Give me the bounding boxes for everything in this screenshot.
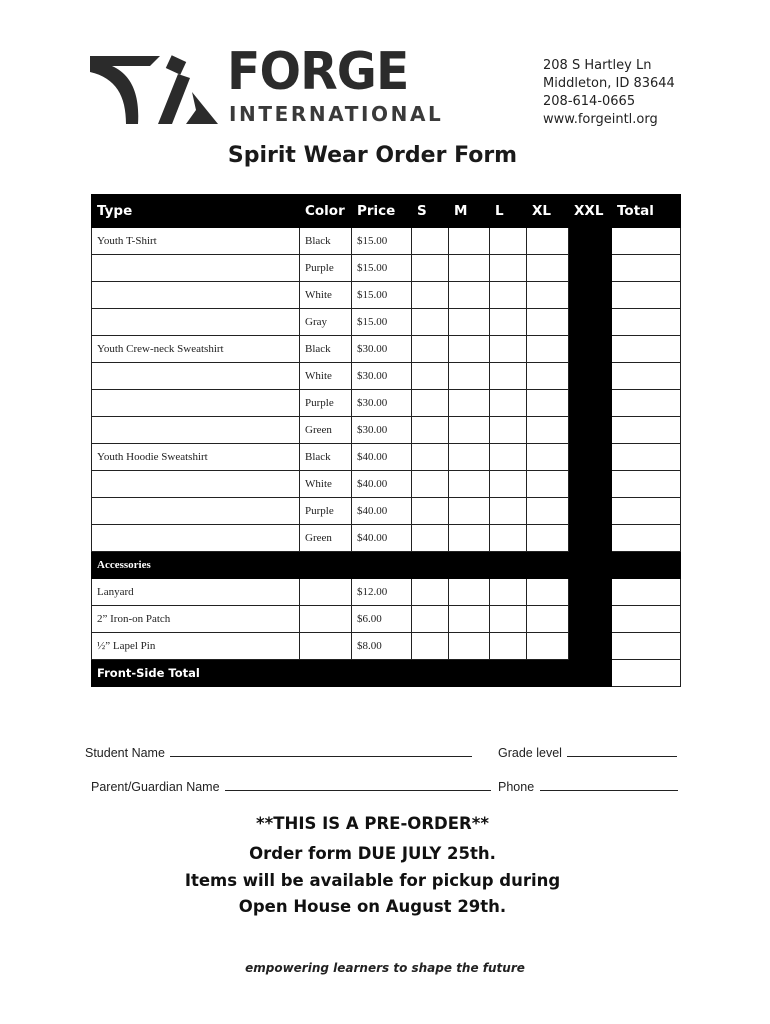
- row-total-cell[interactable]: [612, 336, 681, 363]
- qty-xxl-cell: [569, 282, 612, 309]
- item-color: Purple: [300, 498, 352, 525]
- qty-m-cell[interactable]: [449, 417, 490, 444]
- item-color: Purple: [300, 255, 352, 282]
- qty-s-cell[interactable]: [412, 525, 449, 552]
- grade-level-label: Grade level: [498, 746, 562, 760]
- qty-m-cell[interactable]: [449, 363, 490, 390]
- accessories-label: Accessories: [92, 552, 300, 579]
- forge-hammer-logo-icon: [90, 52, 220, 127]
- table-row: [92, 255, 681, 282]
- qty-s-cell[interactable]: [412, 309, 449, 336]
- qty-xl-cell[interactable]: [527, 471, 569, 498]
- qty-xxl-cell: [569, 336, 612, 363]
- qty-xxl-cell: [569, 417, 612, 444]
- parent-name-label: Parent/Guardian Name: [91, 780, 220, 794]
- item-type: [92, 309, 300, 336]
- table-row: [92, 282, 681, 309]
- qty-s-cell[interactable]: [412, 390, 449, 417]
- column-header-type: Type: [92, 195, 300, 228]
- row-total-cell[interactable]: [612, 282, 681, 309]
- item-color: [300, 606, 352, 633]
- qty-s-cell[interactable]: [412, 363, 449, 390]
- item-color: White: [300, 282, 352, 309]
- qty-m-cell[interactable]: [449, 633, 490, 660]
- section-filler: [527, 552, 569, 579]
- qty-xxl-cell: [569, 633, 612, 660]
- qty-s-cell[interactable]: [412, 606, 449, 633]
- item-type: Youth Crew-neck Sweatshirt: [92, 336, 300, 363]
- qty-m-cell[interactable]: [449, 498, 490, 525]
- item-price: $40.00: [352, 525, 412, 552]
- qty-xxl-cell: [569, 606, 612, 633]
- section-filler: [412, 552, 449, 579]
- item-type: Lanyard: [92, 579, 300, 606]
- section-filler: [352, 552, 412, 579]
- item-price: $30.00: [352, 363, 412, 390]
- item-type: [92, 390, 300, 417]
- item-type: [92, 525, 300, 552]
- item-color: [300, 633, 352, 660]
- qty-l-cell[interactable]: [490, 309, 527, 336]
- parent-name-field[interactable]: [91, 778, 491, 794]
- order-table: [91, 194, 681, 687]
- column-header-color: Color: [300, 195, 352, 228]
- row-total-cell[interactable]: [612, 390, 681, 417]
- item-type: [92, 363, 300, 390]
- qty-s-cell[interactable]: [412, 255, 449, 282]
- item-price: $6.00: [352, 606, 412, 633]
- qty-l-cell[interactable]: [490, 471, 527, 498]
- qty-l-cell[interactable]: [490, 579, 527, 606]
- qty-xl-cell[interactable]: [527, 444, 569, 471]
- total-filler: [300, 660, 352, 687]
- qty-xl-cell[interactable]: [527, 363, 569, 390]
- item-type: ½” Lapel Pin: [92, 633, 300, 660]
- table-row: [92, 579, 681, 606]
- qty-xxl-cell: [569, 309, 612, 336]
- qty-l-cell[interactable]: [490, 282, 527, 309]
- item-price: $40.00: [352, 444, 412, 471]
- form-title: Spirit Wear Order Form: [227, 143, 518, 168]
- qty-s-cell[interactable]: [412, 228, 449, 255]
- item-type: [92, 282, 300, 309]
- qty-l-cell[interactable]: [490, 633, 527, 660]
- qty-xl-cell[interactable]: [527, 309, 569, 336]
- item-color: Green: [300, 525, 352, 552]
- table-row: [92, 525, 681, 552]
- open-house-notice: Open House on August 29th.: [238, 897, 507, 916]
- qty-s-cell[interactable]: [412, 471, 449, 498]
- address-street: 208 S Hartley Ln: [543, 58, 652, 73]
- item-type: 2” Iron-on Patch: [92, 606, 300, 633]
- item-type: [92, 498, 300, 525]
- row-total-cell[interactable]: [612, 255, 681, 282]
- qty-s-cell[interactable]: [412, 498, 449, 525]
- qty-m-cell[interactable]: [449, 336, 490, 363]
- accessories-section-row: [92, 552, 681, 579]
- qty-xxl-cell: [569, 444, 612, 471]
- row-total-cell[interactable]: [612, 417, 681, 444]
- column-header-total: Total: [612, 195, 681, 228]
- table-row: [92, 390, 681, 417]
- item-price: $15.00: [352, 282, 412, 309]
- total-filler: [449, 660, 490, 687]
- row-total-cell[interactable]: [612, 363, 681, 390]
- column-header-s: S: [412, 195, 449, 228]
- item-price: $15.00: [352, 255, 412, 282]
- table-row: [92, 471, 681, 498]
- item-color: Black: [300, 228, 352, 255]
- front-side-total-cell[interactable]: [612, 660, 681, 687]
- tagline: empowering learners to shape the future: [245, 961, 525, 975]
- grade-level-line[interactable]: [567, 744, 677, 757]
- qty-xl-cell[interactable]: [527, 525, 569, 552]
- student-name-line[interactable]: [170, 744, 472, 757]
- item-price: $30.00: [352, 417, 412, 444]
- qty-xxl-cell: [569, 498, 612, 525]
- qty-l-cell[interactable]: [490, 228, 527, 255]
- table-row: [92, 417, 681, 444]
- row-total-cell[interactable]: [612, 228, 681, 255]
- column-header-l: L: [490, 195, 527, 228]
- qty-xxl-cell: [569, 579, 612, 606]
- qty-m-cell[interactable]: [449, 579, 490, 606]
- total-filler: [412, 660, 449, 687]
- item-price: $30.00: [352, 336, 412, 363]
- item-type: [92, 255, 300, 282]
- table-row: [92, 606, 681, 633]
- total-filler: [352, 660, 412, 687]
- qty-m-cell[interactable]: [449, 390, 490, 417]
- item-price: $40.00: [352, 471, 412, 498]
- qty-xl-cell[interactable]: [527, 390, 569, 417]
- item-color: [300, 579, 352, 606]
- pickup-notice: Items will be available for pickup during: [184, 871, 561, 890]
- due-date-notice: Order form DUE JULY 25th.: [249, 844, 496, 863]
- item-color: White: [300, 363, 352, 390]
- item-price: $40.00: [352, 498, 412, 525]
- qty-xl-cell[interactable]: [527, 417, 569, 444]
- qty-xl-cell[interactable]: [527, 336, 569, 363]
- section-filler: [300, 552, 352, 579]
- row-total-cell[interactable]: [612, 498, 681, 525]
- total-filler: [490, 660, 527, 687]
- qty-l-cell[interactable]: [490, 444, 527, 471]
- table-row: [92, 309, 681, 336]
- qty-l-cell[interactable]: [490, 525, 527, 552]
- address-block: [543, 57, 675, 129]
- qty-xxl-cell: [569, 228, 612, 255]
- phone-line[interactable]: [540, 778, 678, 791]
- address-phone: 208-614-0665: [543, 94, 636, 109]
- qty-xl-cell[interactable]: [527, 282, 569, 309]
- section-filler: [612, 552, 681, 579]
- column-header-price: Price: [352, 195, 412, 228]
- item-color: Gray: [300, 309, 352, 336]
- qty-l-cell[interactable]: [490, 498, 527, 525]
- forge-logo: [90, 42, 444, 127]
- qty-m-cell[interactable]: [449, 471, 490, 498]
- logo-wordmark: FORGE: [227, 42, 409, 102]
- qty-xl-cell[interactable]: [527, 606, 569, 633]
- qty-m-cell[interactable]: [449, 525, 490, 552]
- qty-xxl-cell: [569, 471, 612, 498]
- row-total-cell[interactable]: [612, 309, 681, 336]
- item-price: $15.00: [352, 228, 412, 255]
- qty-s-cell[interactable]: [412, 282, 449, 309]
- front-side-total-label: Front-Side Total: [92, 660, 300, 687]
- qty-m-cell[interactable]: [449, 228, 490, 255]
- section-filler: [569, 552, 612, 579]
- logo-subtitle: INTERNATIONAL: [229, 102, 444, 126]
- phone-field[interactable]: [498, 778, 678, 794]
- row-total-cell[interactable]: [612, 525, 681, 552]
- item-color: Black: [300, 444, 352, 471]
- table-row: [92, 498, 681, 525]
- qty-xxl-cell: [569, 390, 612, 417]
- parent-name-line[interactable]: [225, 778, 491, 791]
- table-row: [92, 444, 681, 471]
- qty-xxl-cell: [569, 525, 612, 552]
- item-color: Black: [300, 336, 352, 363]
- row-total-cell[interactable]: [612, 606, 681, 633]
- row-total-cell[interactable]: [612, 444, 681, 471]
- address-city: Middleton, ID 83644: [543, 76, 675, 91]
- table-row: [92, 633, 681, 660]
- qty-s-cell[interactable]: [412, 579, 449, 606]
- column-header-m: M: [449, 195, 490, 228]
- item-color: Purple: [300, 390, 352, 417]
- qty-xl-cell[interactable]: [527, 255, 569, 282]
- student-name-label: Student Name: [85, 746, 165, 760]
- table-header-row: [92, 195, 681, 228]
- qty-xl-cell[interactable]: [527, 498, 569, 525]
- item-price: $15.00: [352, 309, 412, 336]
- student-name-field[interactable]: [85, 744, 472, 760]
- qty-xl-cell[interactable]: [527, 228, 569, 255]
- qty-l-cell[interactable]: [490, 255, 527, 282]
- row-total-cell[interactable]: [612, 471, 681, 498]
- column-header-xl: XL: [527, 195, 569, 228]
- qty-xl-cell[interactable]: [527, 579, 569, 606]
- qty-s-cell[interactable]: [412, 336, 449, 363]
- table-row: [92, 336, 681, 363]
- total-filler: [569, 660, 612, 687]
- qty-l-cell[interactable]: [490, 390, 527, 417]
- item-type: [92, 417, 300, 444]
- qty-m-cell[interactable]: [449, 255, 490, 282]
- qty-l-cell[interactable]: [490, 417, 527, 444]
- front-side-total-row: [92, 660, 681, 687]
- item-color: White: [300, 471, 352, 498]
- phone-label: Phone: [498, 780, 535, 794]
- row-total-cell[interactable]: [612, 633, 681, 660]
- table-row: [92, 228, 681, 255]
- item-price: $30.00: [352, 390, 412, 417]
- qty-m-cell[interactable]: [449, 606, 490, 633]
- qty-s-cell[interactable]: [412, 633, 449, 660]
- table-row: [92, 363, 681, 390]
- item-color: Green: [300, 417, 352, 444]
- qty-xxl-cell: [569, 363, 612, 390]
- qty-m-cell[interactable]: [449, 309, 490, 336]
- item-price: $8.00: [352, 633, 412, 660]
- row-total-cell[interactable]: [612, 579, 681, 606]
- item-type: Youth Hoodie Sweatshirt: [92, 444, 300, 471]
- qty-m-cell[interactable]: [449, 444, 490, 471]
- total-filler: [527, 660, 569, 687]
- section-filler: [490, 552, 527, 579]
- address-website[interactable]: www.forgeintl.org: [543, 112, 658, 127]
- qty-m-cell[interactable]: [449, 282, 490, 309]
- qty-l-cell[interactable]: [490, 336, 527, 363]
- column-header-xxl: XXL: [569, 195, 612, 228]
- item-type: Youth T-Shirt: [92, 228, 300, 255]
- section-filler: [449, 552, 490, 579]
- qty-l-cell[interactable]: [490, 606, 527, 633]
- item-price: $12.00: [352, 579, 412, 606]
- qty-xxl-cell: [569, 255, 612, 282]
- preorder-notice: **THIS IS A PRE-ORDER**: [256, 814, 489, 833]
- item-type: [92, 471, 300, 498]
- grade-level-field[interactable]: [498, 744, 677, 760]
- qty-s-cell[interactable]: [412, 444, 449, 471]
- qty-l-cell[interactable]: [490, 363, 527, 390]
- qty-s-cell[interactable]: [412, 417, 449, 444]
- qty-xl-cell[interactable]: [527, 633, 569, 660]
